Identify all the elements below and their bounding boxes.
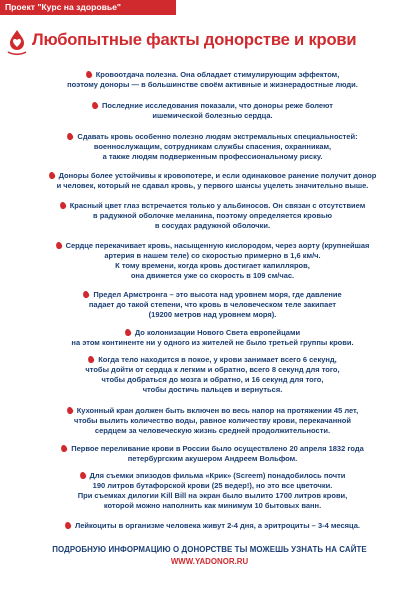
blood-drop-icon <box>124 328 132 337</box>
fact-item <box>40 101 385 121</box>
fact-item <box>40 132 385 162</box>
fact-line: (19200 метров над уровнем моря). <box>148 309 277 319</box>
blood-drop-icon <box>48 171 56 180</box>
fact-line: Предел Армстронга – это высота над уровнем моря, где давление <box>40 290 385 300</box>
fact-line: она движется уже со скорость в 109 см/час. <box>130 270 295 280</box>
fact-line: артерия в нашем теле) со скоростью примерно в 1,6 км/ч. <box>104 250 321 260</box>
fact-line: сердцем за человеческую жизнь средней продолжительности. <box>94 425 331 435</box>
blood-drop-icon <box>87 355 95 364</box>
fact-line: Красный цвет глаз встречается только у альбиносов. Он связан с отсутствием <box>40 201 385 211</box>
fact-line: которой можно наполнить как минимум 10 бытовых ванн. <box>103 500 322 510</box>
fact-item <box>40 241 385 281</box>
blood-drop-icon <box>91 101 99 110</box>
footer-info-text: ПОДРОБНУЮ ИНФОРМАЦИЮ О ДОНОРСТВЕ ТЫ МОЖЕШЬ УЗНАТЬ НА САЙТЕ <box>52 545 367 554</box>
fact-line: чтобы достичь пальцев и вернуться. <box>142 384 283 394</box>
fact-line: поэтому доноры — в большинстве своём активные и жизнерадостные люди. <box>67 79 358 89</box>
fact-item <box>40 471 385 511</box>
fact-line: К тому времени, когда кровь достигает капилляров, <box>115 260 310 270</box>
fact-item <box>40 201 385 231</box>
fact-item <box>40 290 385 320</box>
fact-line: Для съемки эпизодов фильма «Крик» (Screem) понадобилось почти <box>40 471 385 481</box>
fact-line: на этом континенте ни у одного из жителей не было третьей группы крови. <box>71 337 354 347</box>
donor-heart-icon <box>6 28 28 56</box>
fact-line: Сердце перекачивает кровь, насыщенную кислородом, через аорту (крупнейшая <box>40 241 385 251</box>
fact-line: ишемической болезнью сердца. <box>152 110 273 120</box>
blood-drop-icon <box>66 406 74 415</box>
fact-line: чтобы вылить количество воды, равное количеству крови, перекачанной <box>74 415 351 425</box>
fact-line: чтобы дойти от сердца к легким и обратно, всего 8 секунд для того, <box>85 364 340 374</box>
fact-line: Кровоотдача полезна. Она обладает стимулирующим эффектом, <box>40 70 385 80</box>
fact-item <box>40 521 385 531</box>
fact-line: в сосудах радужной оболочки. <box>154 220 271 230</box>
fact-line: Кухонный кран должен быть включен во весь напор на протяжении 45 лет, <box>40 406 385 416</box>
fact-line: а также людям подверженным профессиональному риску. <box>102 151 323 161</box>
blood-drop-icon <box>55 241 63 250</box>
fact-line: петербургским акушером Андреем Вольфом. <box>127 453 298 463</box>
fact-item <box>40 444 385 464</box>
project-label: Проект "Курс на здоровье" <box>0 0 176 15</box>
fact-item <box>40 70 385 90</box>
footer-website-link[interactable]: WWW.YADONOR.RU <box>170 557 249 566</box>
fact-item <box>40 171 385 191</box>
fact-line: военнослужащим, сотрудникам службы спасения, охранникам, <box>93 141 332 151</box>
blood-drop-icon <box>60 444 68 453</box>
fact-line: и человек, который не сдавал кровь, у первого шансы уцелеть значительно выше. <box>56 180 369 190</box>
blood-drop-icon <box>82 290 90 299</box>
fact-line: До колонизации Нового Света европейцами <box>40 328 385 338</box>
blood-drop-icon <box>64 521 72 530</box>
fact-line: Доноры более устойчивы к кровопотере, и если одинаковое ранение получит донор <box>40 171 385 181</box>
blood-drop-icon <box>66 132 74 141</box>
fact-line: Последние исследования показали, что доноры реже болеют <box>40 101 385 111</box>
fact-item <box>40 355 385 395</box>
fact-line: чтобы добраться до мозга и обратно, и 16 секунд для того, <box>101 374 324 384</box>
fact-line: Когда тело находится в покое, у крови занимает всего 6 секунд, <box>40 355 385 365</box>
fact-line: Лейкоциты в организме человека живут 2-4 дня, а эритроциты – 3-4 месяца. <box>40 521 385 531</box>
blood-drop-icon <box>79 471 87 480</box>
blood-drop-icon <box>85 70 93 79</box>
blood-drop-icon <box>59 201 67 210</box>
fact-item <box>40 406 385 436</box>
page-title: Любопытные факты донорстве и крови <box>32 30 357 49</box>
fact-line: падает до такой степени, что кровь в человеческом теле закипает <box>88 299 337 309</box>
fact-line: 190 литров бутафорской крови (25 ведер!), но это все цветочки. <box>92 480 333 490</box>
fact-item <box>40 328 385 348</box>
fact-line: Первое переливание крови в России было осуществлено 20 апреля 1832 года <box>40 444 385 454</box>
fact-line: При съемках дилогии Kill Bill на экран было вылито 1700 литров крови, <box>77 490 348 500</box>
fact-line: Сдавать кровь особенно полезно людям экстремальных специальностей: <box>40 132 385 142</box>
fact-line: в радужной оболочке меланина, поэтому определяется кровью <box>93 210 332 220</box>
